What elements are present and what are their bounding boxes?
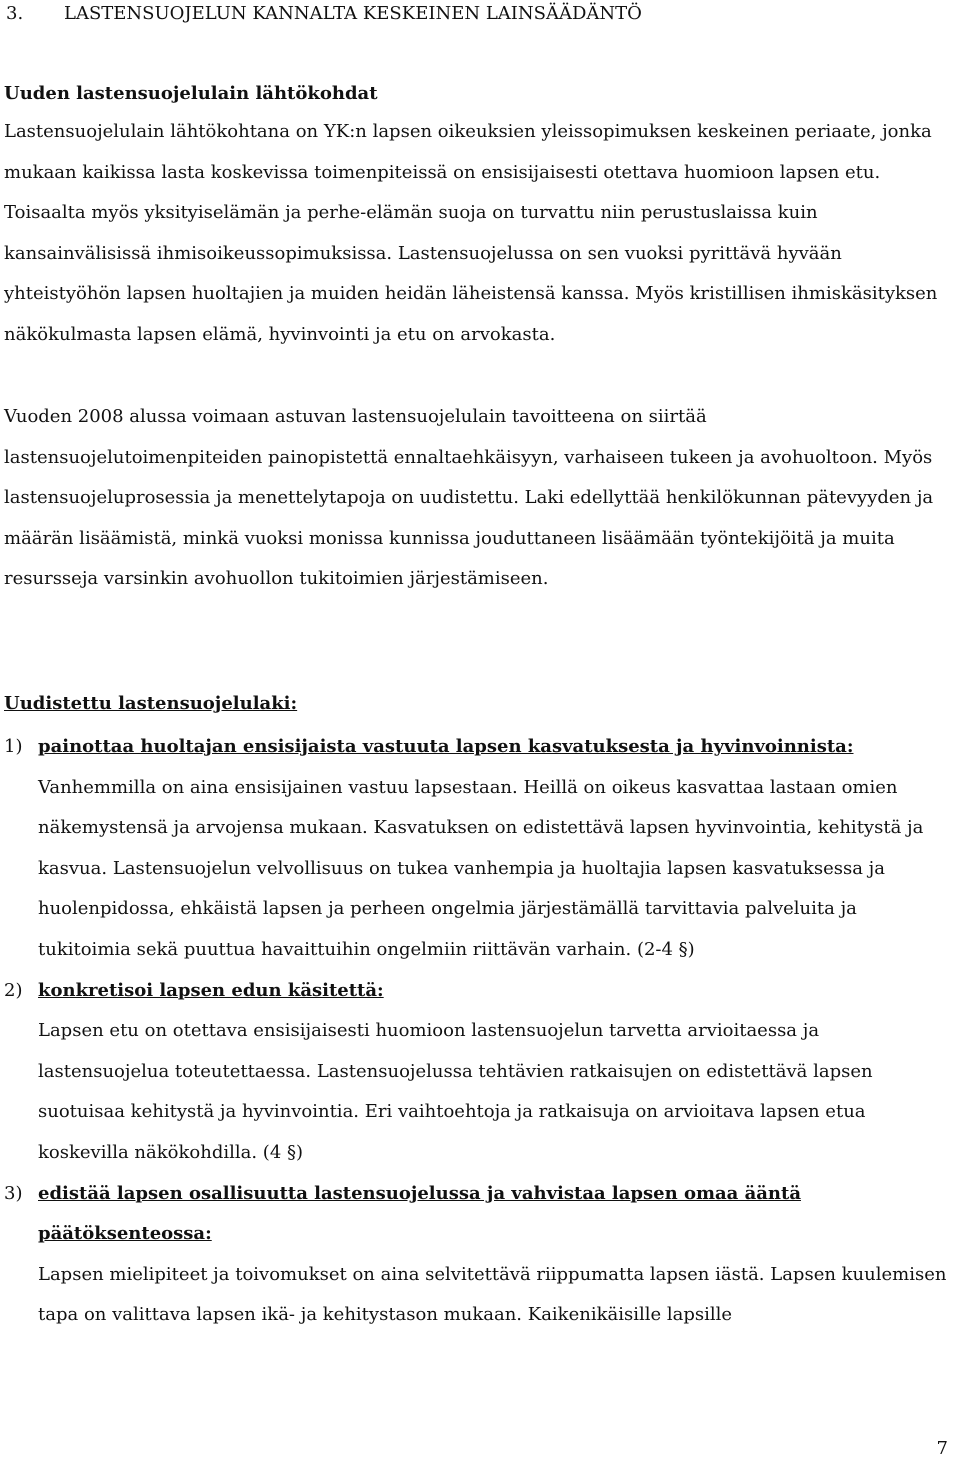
- law-points-list: [4, 727, 952, 1336]
- paragraph-tavoitteet: Vuoden 2008 alussa voimaan astuvan lastensuojelulain tavoitteena on siirtää lastensuojelutoimenpiteiden painopistettä ennaltaehkäisyyn, varhaiseen tukeen ja avohuoltoon. Myös lastensuojeluprosessia ja menettelytapoja on uudistettu. Laki edellyttää henkilökunnan pätevyyden ja määrän lisäämistä, minkä vuoksi monissa kunnissa jouduttaneen lisäämään työntekijöitä ja muita resursseja varsinkin avohuollon tukitoimien järjestämiseen.: [4, 406, 934, 590]
- list-marker: 1): [4, 736, 23, 757]
- list-item: [4, 727, 952, 971]
- list-item: [4, 971, 952, 1174]
- list-marker: 2): [4, 979, 23, 1001]
- list-item-title: konkretisoi lapsen edun käsitettä:: [38, 979, 384, 1001]
- list-marker: 3): [4, 1182, 23, 1204]
- list-item-body: Lapsen mielipiteet ja toivomukset on aina selvitettävä riippumatta lapsen iästä. Lapsen kuulemisen tapa on valittava lapsen ikä- ja kehitystason mukaan. Kaikenikäisille lapsille: [38, 1263, 947, 1326]
- list-item-title: edistää lapsen osallisuutta lastensuojelussa ja vahvistaa lapsen omaa ääntä päätöksenteossa:: [38, 1182, 801, 1245]
- chapter-heading: [6, 2, 642, 26]
- chapter-number: 3.: [6, 3, 24, 24]
- paragraph-lahtokohdat: Lastensuojelulain lähtökohtana on YK:n lapsen oikeuksien yleissopimuksen keskeinen periaate, jonka mukaan kaikissa lasta koskevissa toimenpiteissä on ensisijaisesti otettava huomioon lapsen etu. Toisaalta myös yksityiselämän ja perhe-elämän suoja on turvattu niin perustuslaissa kuin kansainvälisissä ihmisoikeussopimuksissa. Lastensuojelussa on sen vuoksi pyrittävä hyvään yhteistyöhön lapsen huoltajien ja muiden heidän läheistensä kanssa. Myös kristillisen ihmiskäsityksen näkökulmasta lapsen elämä, hyvinvointi ja etu on arvokasta.: [4, 121, 938, 345]
- list-item-body: Vanhemmilla on aina ensisijainen vastuu lapsestaan. Heillä on oikeus kasvattaa lastaan omien näkemystensä ja arvojensa mukaan. Kasvatuksen on edistettävä lapsen hyvinvointia, kehitystä ja kasvua. Lastensuojelun velvollisuus on tukea vanhempia ja huoltajia lapsen kasvatuksessa ja huolenpidossa, ehkäistä lapsen ja perheen ongelmia järjestämällä tarvittavia palveluita ja tukitoimia sekä puuttua havaittuihin ongelmiin riittävän varhain. (2-4 §): [38, 776, 924, 960]
- list-item-body: Lapsen etu on otettava ensisijaisesti huomioon lastensuojelun tarvetta arvioitaessa ja lastensuojelua toteutettaessa. Lastensuojelussa tehtävien ratkaisujen on edistettävä lapsen suotuisaa kehitystä ja hyvinvointia. Eri vaihtoehtoja ja ratkaisuja on arvioitava lapsen etua koskevilla näkökohdilla. (4 §): [38, 1020, 873, 1163]
- section-subtitle-lahtokohdat: Uuden lastensuojelulain lähtökohdat: [4, 83, 378, 104]
- page-number: 7: [936, 1438, 948, 1459]
- list-item-title: painottaa huoltajan ensisijaista vastuuta lapsen kasvatuksesta ja hyvinvoinnista:: [38, 736, 854, 757]
- list-item: [4, 1174, 952, 1336]
- chapter-title: LASTENSUOJELUN KANNALTA KESKEINEN LAINSÄÄDÄNTÖ: [64, 3, 642, 24]
- section-subtitle-uudistettu: Uudistettu lastensuojelulaki:: [4, 693, 298, 714]
